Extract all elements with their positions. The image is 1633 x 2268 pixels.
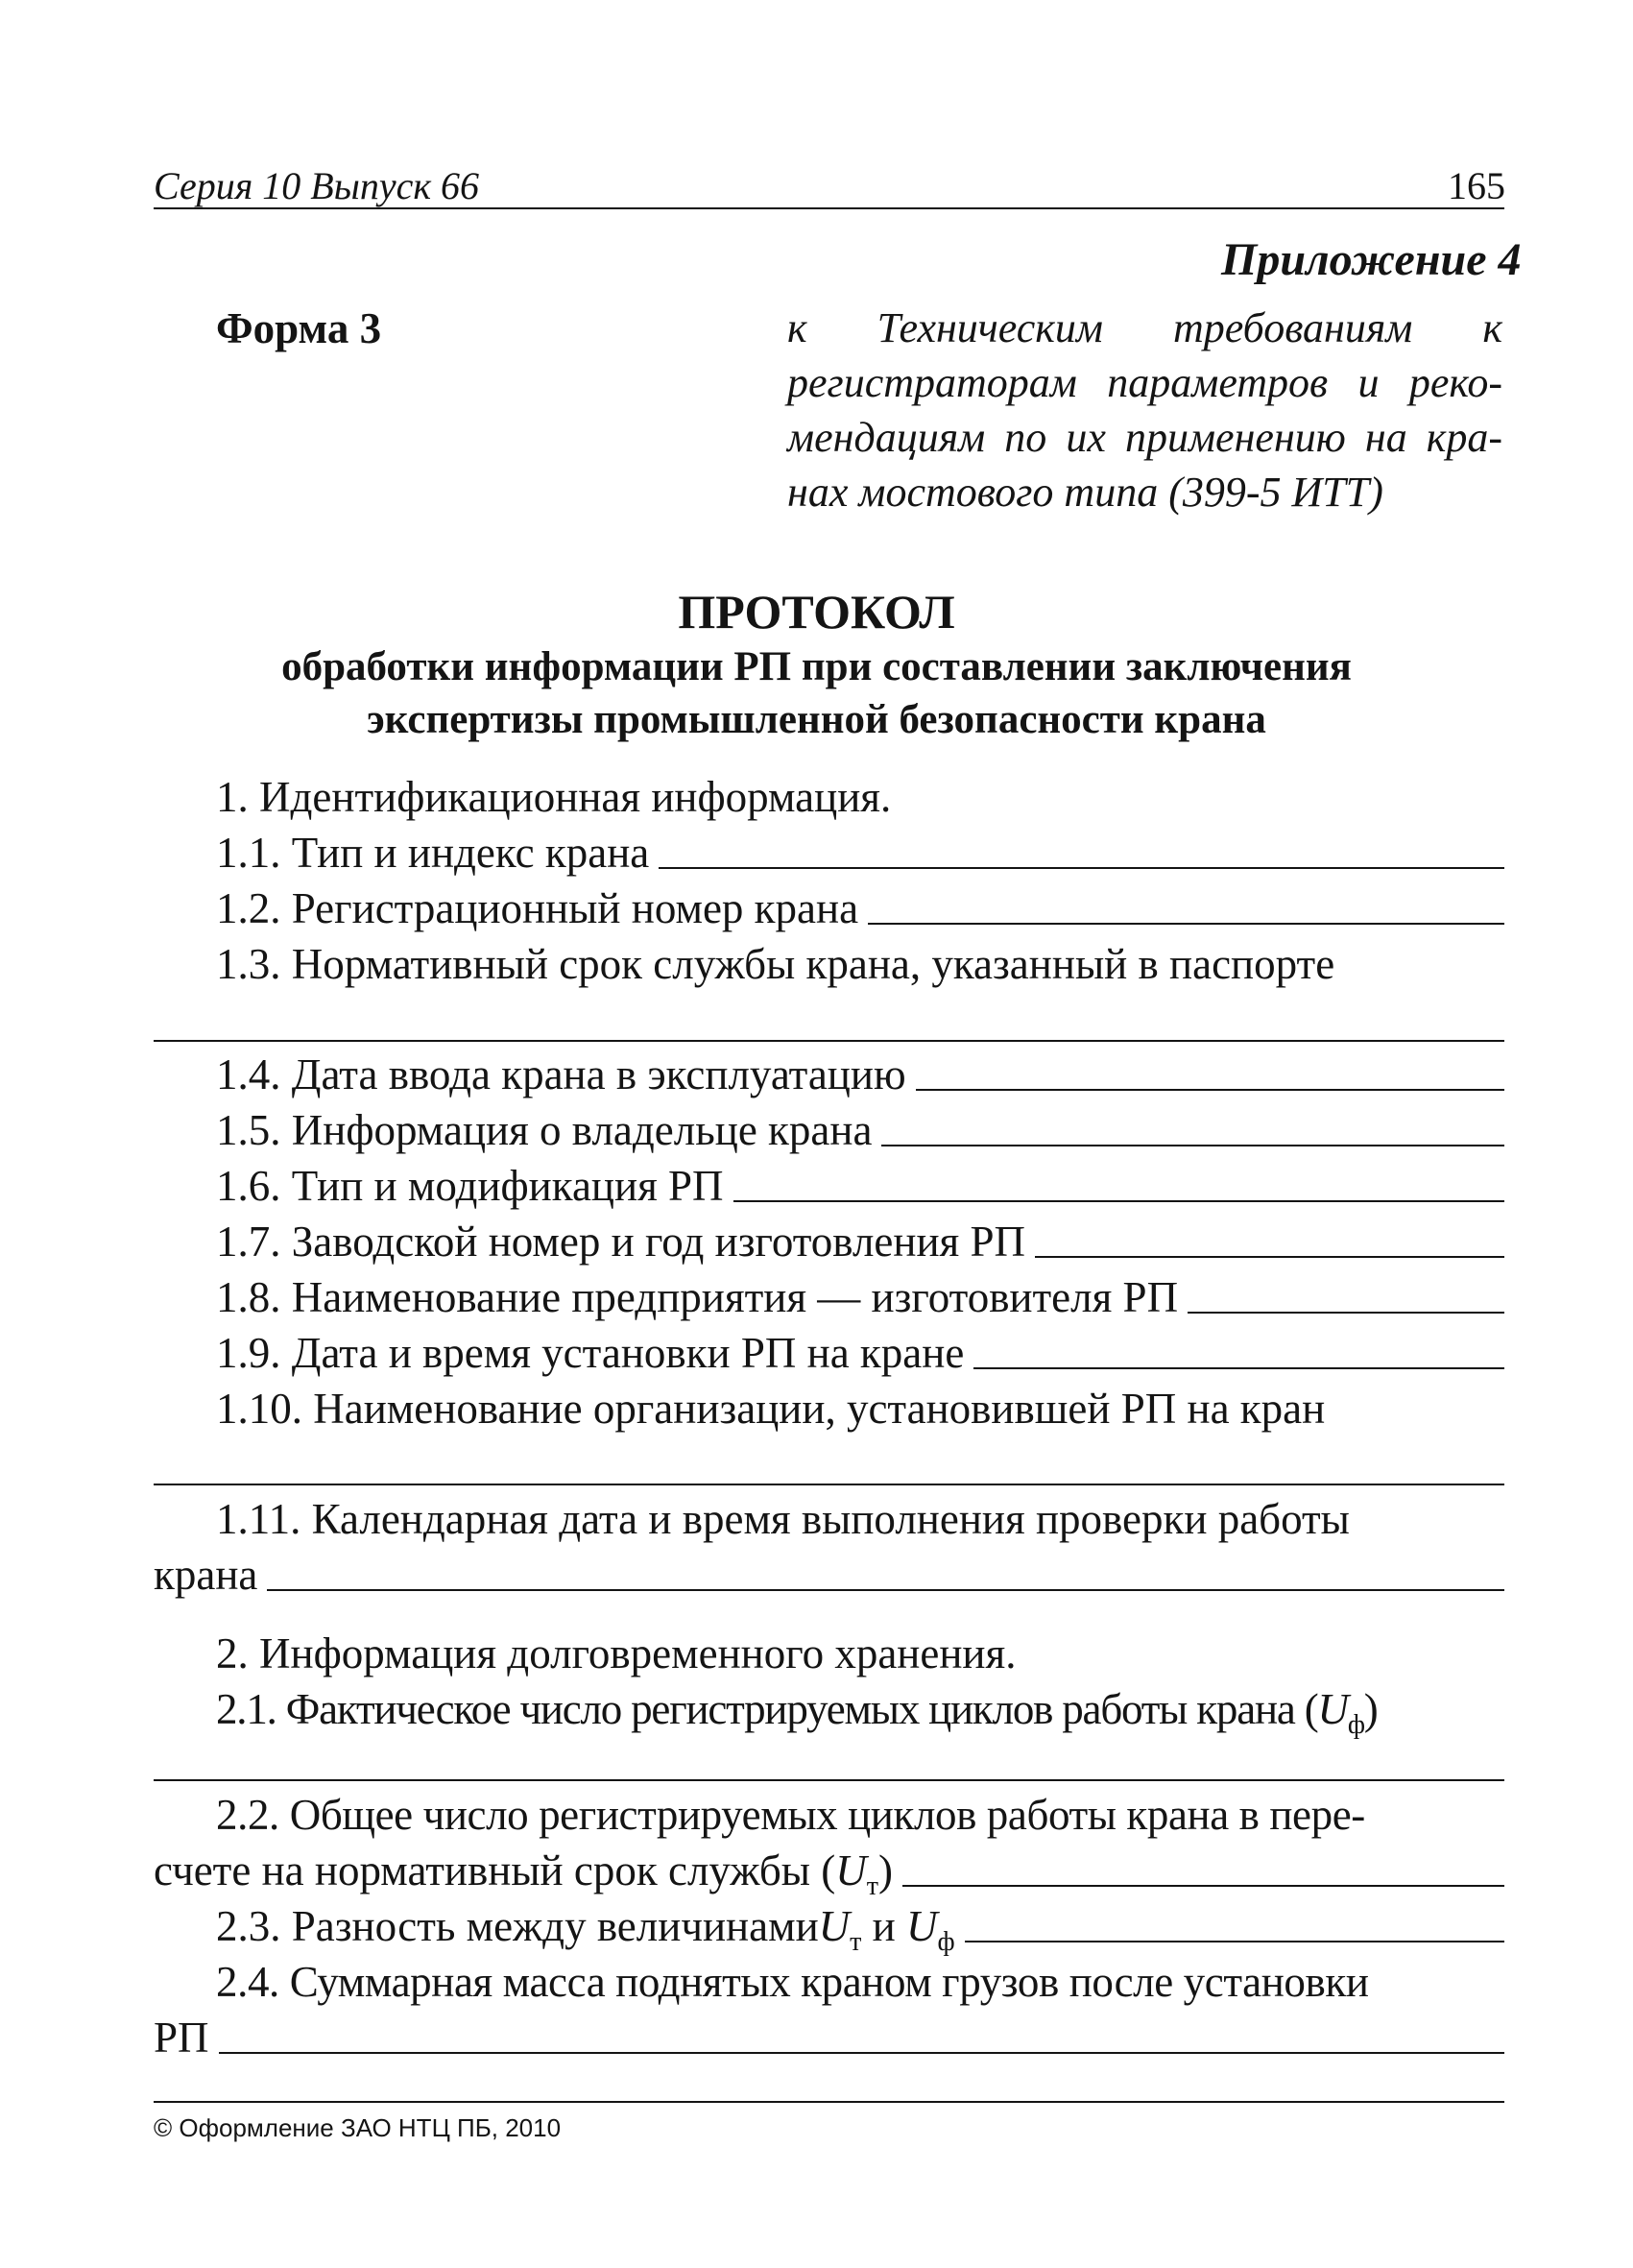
variable-u: U — [835, 1846, 867, 1894]
appendix-line: к Техническим требованиям к — [787, 304, 1502, 351]
fill-in-line[interactable] — [973, 1367, 1504, 1369]
field-rp-serial — [216, 1220, 1504, 1264]
fill-in-line[interactable] — [868, 923, 1504, 925]
field-label: РП — [154, 2014, 209, 2062]
field-check-date-line1 — [216, 1495, 1502, 1543]
protocol-title: ПРОТОКОЛ — [678, 585, 955, 639]
field-check-date-line2 — [154, 1551, 1504, 1599]
fill-in-line[interactable] — [733, 1200, 1504, 1202]
page-number: 165 — [1448, 164, 1505, 207]
field-install-organization — [216, 1387, 1502, 1431]
field-difference — [216, 1902, 1504, 1957]
fill-in-line[interactable] — [154, 1040, 1504, 1042]
field-total-cycles-line1 — [216, 1791, 1502, 1839]
subscript: т — [850, 1927, 862, 1957]
variable-u: U — [1317, 1685, 1348, 1733]
protocol-subtitle-line: экспертизы промышленной безопасности крана — [367, 697, 1266, 742]
field-label: 1.10. Наименование организации, установившей РП на кран — [216, 1385, 1326, 1433]
fill-in-line[interactable] — [965, 1941, 1504, 1942]
section-2-heading — [216, 1629, 1502, 1677]
section-text: 1. Идентификационная информация. — [216, 773, 892, 821]
fill-in-line[interactable] — [659, 867, 1504, 869]
field-label: ) — [1363, 1685, 1378, 1733]
field-label: 1.1. Тип и индекс крана — [216, 829, 650, 877]
variable-u: U — [906, 1902, 938, 1950]
field-label: 1.4. Дата ввода крана в эксплуатацию — [216, 1050, 906, 1098]
field-label: 2.2. Общее число регистрируемых циклов работы крана в пере- — [216, 1791, 1365, 1839]
fill-in-line[interactable] — [219, 2052, 1504, 2054]
appendix-line: регистраторам параметров и реко- — [787, 359, 1502, 406]
field-actual-cycles — [216, 1685, 1502, 1740]
header-rule — [154, 207, 1504, 209]
field-label: счете на нормативный срок службы ( — [154, 1846, 836, 1894]
fill-in-line[interactable] — [267, 1589, 1504, 1591]
field-total-cycles-line2 — [154, 1846, 1504, 1901]
field-total-mass-line1 — [216, 1958, 1502, 2006]
subscript: т — [866, 1871, 878, 1901]
field-label: ) — [877, 1846, 893, 1894]
field-label: 2.4. Суммарная масса поднятых краном грузов после установки — [216, 1958, 1369, 2006]
fill-in-line[interactable] — [902, 1885, 1504, 1887]
field-rp-install-date — [216, 1329, 1504, 1377]
field-label: 2.3. Разность между величинами — [216, 1902, 819, 1950]
field-label: и — [861, 1902, 906, 1950]
field-service-life — [216, 940, 1502, 988]
fill-in-line[interactable] — [154, 1484, 1504, 1485]
fill-in-line[interactable] — [154, 1779, 1504, 1781]
appendix-line: нах мостового типа (399-5 ИТТ) — [787, 469, 1383, 516]
protocol-subtitle-line: обработки информации РП при составлении заключения — [281, 644, 1352, 689]
field-label: 1.3. Нормативный срок службы крана, указанный в паспорте — [216, 940, 1335, 988]
field-total-mass-line2 — [154, 2016, 1504, 2060]
field-label: 1.2. Регистрационный номер крана — [216, 884, 859, 932]
field-rp-type — [216, 1162, 1504, 1210]
appendix-line: мендациям по их применению на кра- — [787, 414, 1502, 461]
field-label: 1.8. Наименование предприятия — изготовителя РП — [216, 1273, 1179, 1321]
field-label: 1.11. Календарная дата и время выполнения проверки работы — [216, 1495, 1350, 1543]
field-commissioning-date — [216, 1050, 1504, 1098]
series-header: Серия 10 Выпуск 66 — [154, 164, 480, 207]
form-label: Форма 3 — [216, 304, 382, 352]
appendix-title: Приложение 4 — [1221, 234, 1522, 285]
field-registration-number — [216, 884, 1504, 932]
section-1-heading — [216, 773, 1502, 821]
subscript: ф — [1347, 1710, 1364, 1740]
field-label: 1.5. Информация о владельце крана — [216, 1106, 873, 1154]
variable-u: U — [818, 1902, 851, 1950]
section-text: 2. Информация долговременного хранения. — [216, 1629, 1017, 1677]
appendix-reference — [787, 303, 1502, 522]
field-owner-info — [216, 1106, 1504, 1154]
field-crane-type — [216, 829, 1504, 877]
field-label: 1.6. Тип и модификация РП — [216, 1162, 724, 1210]
footer-copyright: © Оформление ЗАО НТЦ ПБ, 2010 — [154, 2113, 562, 2142]
field-label: крана — [154, 1551, 258, 1599]
fill-in-line[interactable] — [1035, 1256, 1504, 1258]
subscript: ф — [937, 1927, 955, 1957]
field-label: 1.9. Дата и время установки РП на кране — [216, 1329, 965, 1377]
field-rp-manufacturer — [216, 1273, 1504, 1321]
footer-rule — [154, 2101, 1504, 2103]
fill-in-line[interactable] — [881, 1145, 1504, 1146]
fill-in-line[interactable] — [916, 1089, 1504, 1091]
field-label: 2.1. Фактическое число регистрируемых циклов работы крана ( — [216, 1685, 1318, 1733]
field-label: 1.7. Заводской номер и год изготовления РП — [216, 1218, 1026, 1266]
fill-in-line[interactable] — [1188, 1312, 1504, 1314]
